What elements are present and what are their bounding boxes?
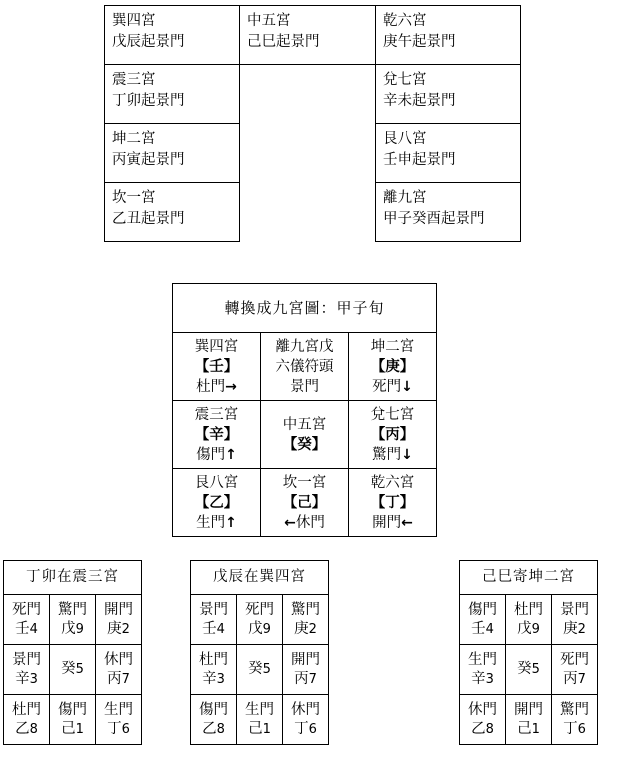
palace-number: 7 — [121, 671, 130, 687]
stem-label: 辛 — [202, 670, 217, 687]
stem-label: 壬 — [202, 620, 217, 637]
palace-grid-dingmao — [3, 560, 142, 745]
palace-cell-zhong5 — [261, 401, 349, 469]
stem-label: 丁 — [107, 720, 122, 737]
stem-label: 庚 — [563, 620, 578, 637]
arrow-left-icon: ← — [401, 514, 413, 531]
palace-gate: 景門 — [290, 378, 319, 395]
table-row — [173, 333, 437, 401]
palace-number: 9 — [75, 621, 84, 637]
table-row — [191, 561, 329, 595]
arrow-up-icon: ↑ — [225, 446, 237, 463]
stem-label: 戊 — [248, 620, 263, 637]
palace-number: 5 — [531, 662, 540, 677]
gate-label: 休門 — [104, 651, 133, 668]
palace-number: 5 — [262, 662, 271, 677]
palace-number: 8 — [29, 721, 38, 737]
arrow-down-icon: ↓ — [401, 446, 413, 463]
stem-label: 辛 — [471, 670, 486, 687]
grid-cell — [283, 695, 329, 745]
gate-label: 開門 — [514, 701, 543, 718]
palace-stem: 【乙】 — [194, 494, 239, 511]
cell-kan1 — [105, 183, 240, 242]
stem-label: 戊 — [517, 620, 532, 637]
gate-label: 休門 — [468, 701, 497, 718]
palace-name: 坎一宮 — [282, 474, 327, 491]
palace-number: 9 — [531, 621, 540, 637]
grid-cell-center — [506, 645, 552, 695]
palace-name: 兌七宮 — [370, 406, 415, 423]
palace-name: 坤二宮 — [370, 338, 415, 355]
grid-cell — [96, 695, 142, 745]
table-row — [460, 645, 598, 695]
palace-number: 4 — [29, 621, 38, 637]
palace-number: 4 — [485, 621, 494, 637]
stem-label: 丙 — [107, 670, 122, 687]
palace-number: 2 — [577, 621, 586, 637]
palace-number: 6 — [308, 721, 317, 737]
palace-number: 3 — [216, 671, 225, 687]
grid-cell — [4, 645, 50, 695]
palace-number: 9 — [262, 621, 271, 637]
palace-number: 5 — [75, 662, 84, 677]
cell-kun2 — [105, 124, 240, 183]
table-row — [105, 6, 521, 65]
stem-label: 癸 — [517, 661, 532, 677]
gate-label: 生門 — [245, 701, 274, 718]
palace-stem: 【丙】 — [370, 426, 415, 443]
grid-cell — [460, 595, 506, 645]
palace-detail: 己巳起景門 — [247, 34, 320, 50]
stem-label: 乙 — [202, 720, 217, 737]
table-row — [191, 595, 329, 645]
grid-cell — [4, 695, 50, 745]
stem-label: 戊 — [61, 620, 76, 637]
gate-label: 開門 — [104, 601, 133, 618]
table-row — [4, 645, 142, 695]
table-row — [173, 284, 437, 333]
arrow-left-icon: ← — [284, 514, 296, 531]
stem-label: 己 — [61, 720, 76, 737]
palace-name: 離九宮戊 — [275, 338, 334, 355]
grid-cell — [460, 695, 506, 745]
stem-label: 己 — [517, 720, 532, 737]
stem-label: 丁 — [563, 720, 578, 737]
grid-cell — [191, 695, 237, 745]
gate-label: 杜門 — [514, 601, 543, 618]
cell-zhen3 — [105, 65, 240, 124]
stem-label: 丙 — [563, 670, 578, 687]
gate-label: 傷門 — [58, 701, 87, 718]
grid-cell — [4, 595, 50, 645]
palace-number: 8 — [216, 721, 225, 737]
table-row — [173, 469, 437, 537]
stem-label: 己 — [248, 720, 263, 737]
gate-label: 傷門 — [199, 701, 228, 718]
grid-cell — [191, 645, 237, 695]
cell-dui7 — [376, 65, 521, 124]
gate-label: 傷門 — [468, 601, 497, 618]
table-row — [4, 561, 142, 595]
palace-number: 1 — [262, 721, 271, 737]
palace-gate: 休門 — [295, 514, 325, 531]
stem-label: 庚 — [294, 620, 309, 637]
palace-number: 4 — [216, 621, 225, 637]
grid-title: 己巳寄坤二宮 — [460, 561, 598, 595]
grid-title: 戊辰在巽四宮 — [191, 561, 329, 595]
palace-gate: 杜門 — [196, 378, 226, 395]
palace-gate: 傷門 — [196, 446, 226, 463]
palace-name: 巽四宮 — [194, 338, 239, 355]
palace-detail: 壬申起景門 — [383, 152, 456, 168]
stem-label: 庚 — [107, 620, 122, 637]
gate-label: 景門 — [199, 601, 228, 618]
palace-cell-li9 — [261, 333, 349, 401]
table-row — [105, 65, 521, 124]
gate-label: 景門 — [560, 601, 589, 618]
grid-cell — [191, 595, 237, 645]
palace-number: 2 — [121, 621, 130, 637]
cell-gen8 — [376, 124, 521, 183]
grid-cell — [552, 645, 598, 695]
gate-label: 死門 — [245, 601, 274, 618]
grid-cell — [237, 595, 283, 645]
cell-xun4 — [105, 6, 240, 65]
stem-label: 丙 — [294, 670, 309, 687]
stem-label: 壬 — [15, 620, 30, 637]
table-row — [4, 595, 142, 645]
grid-cell — [237, 695, 283, 745]
stem-label: 癸 — [248, 661, 263, 677]
palace-cell-zhen3 — [173, 401, 261, 469]
grid-cell — [506, 595, 552, 645]
nine-palace-title: 轉換成九宮圖：甲子旬 — [173, 284, 437, 333]
cell-li9 — [376, 183, 521, 242]
palace-name: 坤二宮 — [112, 131, 156, 147]
cell-zhong5 — [240, 6, 376, 65]
table-row — [460, 561, 598, 595]
palace-number: 8 — [485, 721, 494, 737]
gate-label: 驚門 — [291, 601, 320, 618]
gate-label: 死門 — [560, 651, 589, 668]
palace-grid-jisi — [459, 560, 598, 745]
palace-name: 乾六宮 — [383, 13, 427, 29]
palace-detail: 庚午起景門 — [383, 34, 456, 50]
grid-cell — [50, 695, 96, 745]
palace-detail: 辛未起景門 — [383, 93, 456, 109]
gate-label: 開門 — [291, 651, 320, 668]
dunjia-sequence-table — [104, 5, 521, 242]
palace-number: 7 — [308, 671, 317, 687]
table-row — [460, 595, 598, 645]
gate-label: 生門 — [468, 651, 497, 668]
grid-title: 丁卯在震三宮 — [4, 561, 142, 595]
grid-cell — [283, 645, 329, 695]
arrow-down-icon: ↓ — [401, 378, 413, 395]
palace-name: 艮八宮 — [194, 474, 239, 491]
palace-gate: 開門 — [372, 514, 402, 531]
palace-cell-gen8 — [173, 469, 261, 537]
palace-name: 乾六宮 — [370, 474, 415, 491]
palace-name: 中五宮 — [282, 416, 327, 433]
table-row — [191, 645, 329, 695]
palace-stem: 【壬】 — [194, 358, 239, 375]
grid-cell — [460, 645, 506, 695]
gate-label: 驚門 — [58, 601, 87, 618]
arrow-up-icon: ↑ — [225, 514, 237, 531]
cell-qian6 — [376, 6, 521, 65]
palace-detail: 丙寅起景門 — [112, 152, 185, 168]
stem-label: 壬 — [471, 620, 486, 637]
palace-cell-kan1 — [261, 469, 349, 537]
grid-cell — [552, 695, 598, 745]
palace-gate: 生門 — [196, 514, 226, 531]
palace-grid-wuchen — [190, 560, 329, 745]
grid-cell — [96, 595, 142, 645]
palace-name: 艮八宮 — [383, 131, 427, 147]
palace-name: 中五宮 — [247, 13, 291, 29]
table-row — [460, 695, 598, 745]
arrow-right-icon: → — [225, 378, 237, 395]
palace-number: 6 — [121, 721, 130, 737]
palace-number: 7 — [577, 671, 586, 687]
grid-cell — [283, 595, 329, 645]
grid-cell — [506, 695, 552, 745]
palace-detail: 丁卯起景門 — [112, 93, 185, 109]
palace-gate: 驚門 — [372, 446, 402, 463]
table-row — [173, 401, 437, 469]
stem-label: 乙 — [471, 720, 486, 737]
palace-number: 1 — [75, 721, 84, 737]
palace-number: 1 — [531, 721, 540, 737]
grid-cell-center — [50, 645, 96, 695]
palace-number: 3 — [29, 671, 38, 687]
gate-label: 驚門 — [560, 701, 589, 718]
palace-name: 震三宮 — [112, 72, 156, 88]
palace-cell-qian6 — [349, 469, 437, 537]
palace-number: 6 — [577, 721, 586, 737]
grid-cell-center — [237, 645, 283, 695]
palace-name: 坎一宮 — [112, 190, 156, 206]
palace-gate: 死門 — [372, 378, 402, 395]
palace-name: 巽四宮 — [112, 13, 156, 29]
stem-label: 丁 — [294, 720, 309, 737]
palace-detail: 甲子癸酉起景門 — [383, 211, 485, 227]
grid-cell — [552, 595, 598, 645]
gate-label: 生門 — [104, 701, 133, 718]
palace-cell-dui7 — [349, 401, 437, 469]
palace-stem: 【己】 — [282, 494, 327, 511]
palace-cell-kun2 — [349, 333, 437, 401]
gate-label: 杜門 — [12, 701, 41, 718]
palace-stem: 六儀符頭 — [275, 358, 334, 375]
palace-stem: 【庚】 — [370, 358, 415, 375]
cell-middle-blank — [240, 65, 376, 242]
table-row — [4, 695, 142, 745]
gate-label: 景門 — [12, 651, 41, 668]
palace-number: 2 — [308, 621, 317, 637]
table-row — [191, 695, 329, 745]
palace-stem: 【辛】 — [194, 426, 239, 443]
gate-label: 休門 — [291, 701, 320, 718]
palace-number: 3 — [485, 671, 494, 687]
gate-label: 死門 — [12, 601, 41, 618]
palace-cell-xun4 — [173, 333, 261, 401]
palace-name: 震三宮 — [194, 406, 239, 423]
nine-palace-chart — [172, 283, 437, 537]
palace-detail: 乙丑起景門 — [112, 211, 185, 227]
palace-name: 兌七宮 — [383, 72, 427, 88]
palace-name: 離九宮 — [383, 190, 427, 206]
grid-cell — [50, 595, 96, 645]
palace-stem: 【丁】 — [370, 494, 415, 511]
grid-cell — [96, 645, 142, 695]
gate-label: 杜門 — [199, 651, 228, 668]
stem-label: 癸 — [61, 661, 76, 677]
stem-label: 辛 — [15, 670, 30, 687]
palace-detail: 戊辰起景門 — [112, 34, 185, 50]
palace-stem: 【癸】 — [282, 436, 327, 453]
stem-label: 乙 — [15, 720, 30, 737]
